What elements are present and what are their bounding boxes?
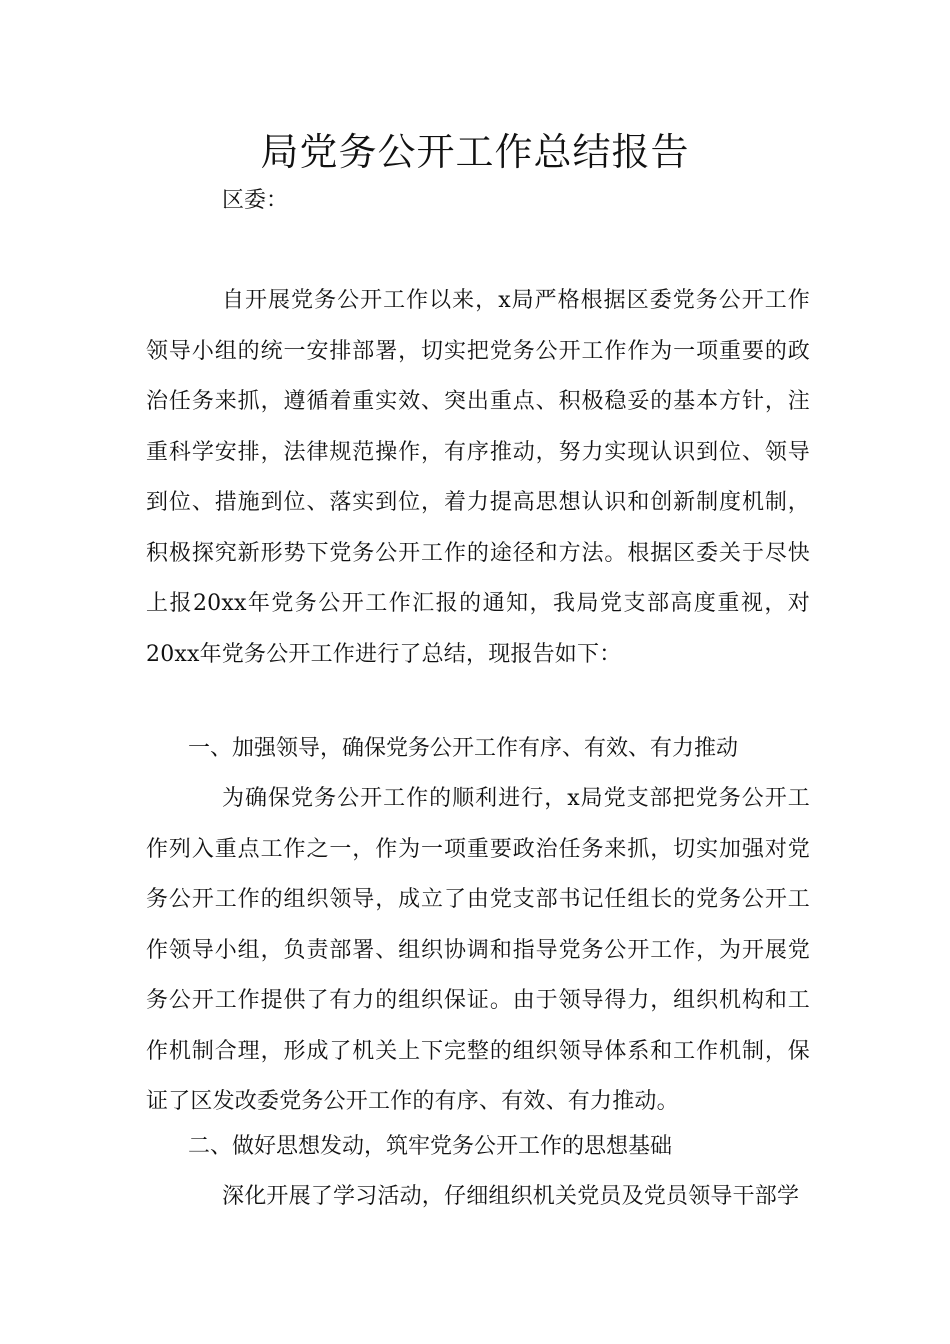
section-1-heading: 一、加强领导，确保党务公开工作有序、有效、有力推动 bbox=[188, 736, 739, 761]
document-title: 局党务公开工作总结报告 bbox=[260, 130, 690, 174]
section-2-heading: 二、做好思想发动，筑牢党务公开工作的思想基础 bbox=[188, 1134, 673, 1159]
section-1-paragraph: 为确保党务公开工作的顺利进行，x局党支部把党务公开工作列入重点工作之一，作为一项重要政治任务来抓，切实加强对党务公开工作的组织领导，成立了由党支部书记任组长的党务公开工作领导小组，负责部署、组织协调和指导党务公开工作，为开展党务公开工作提供了有力的组织保证。由于领导得力，组织机构和工作机制合理，形成了机关上下完整的组织领导体系和工作机制，保证了区发改委党务公开工作的有序、有效、有力推动。 bbox=[146, 786, 810, 1114]
section-2-paragraph: 深化开展了学习活动，仔细组织机关党员及党员领导干部学 bbox=[222, 1184, 800, 1209]
intro-paragraph: 自开展党务公开工作以来，x局严格根据区委党务公开工作领导小组的统一安排部署，切实把党务公开工作作为一项重要的政治任务来抓，遵循着重实效、突出重点、积极稳妥的基本方针，注重科学安排，法律规范操作，有序推动，努力实现认识到位、领导到位、措施到位、落实到位，着力提高思想认识和创新制度机制，积极探究新形势下党务公开工作的途径和方法。根据区委关于尽快上报20xx年党务公开工作汇报的通知，我局党支部高度重视，对20xx年党务公开工作进行了总结，现报告如下： bbox=[146, 288, 810, 667]
salutation: 区委： bbox=[222, 188, 289, 213]
